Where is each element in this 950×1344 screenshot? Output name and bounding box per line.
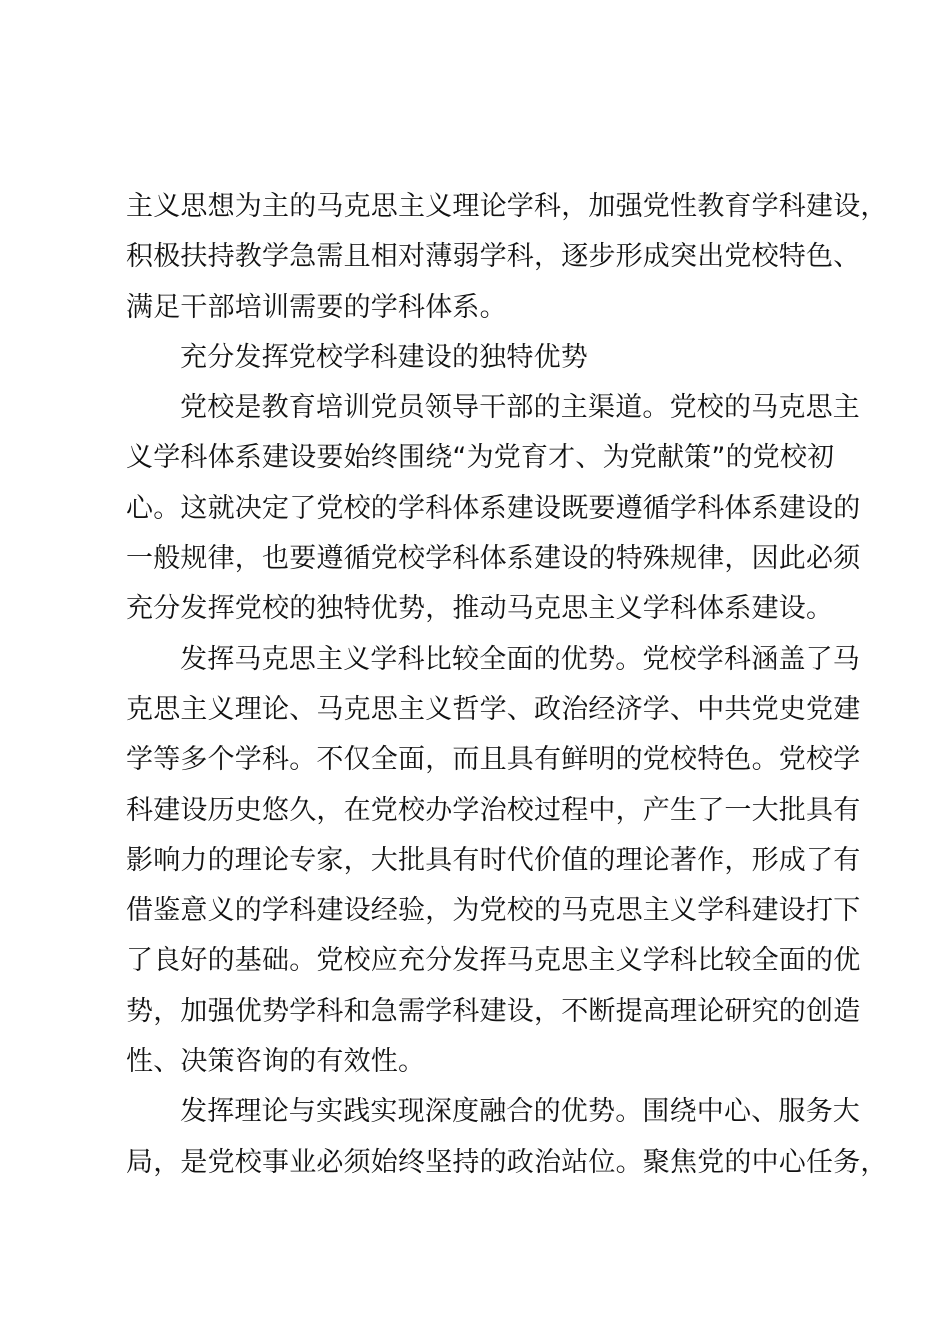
text-line: 学等多个学科。不仅全面，而且具有鲜明的党校特色。党校学 [126, 744, 861, 776]
text-line: 义学科体系建设要始终围绕“为党育才、为党献策”的党校初 [126, 442, 835, 474]
document-body [126, 182, 888, 1188]
text-line: 势，加强优势学科和急需学科建设，不断提高理论研究的创造 [126, 995, 861, 1027]
text-line: 积极扶持教学急需且相对薄弱学科，逐步形成突出党校特色、 [126, 241, 861, 273]
text-line: 党校是教育培训党员领导干部的主渠道。党校的马克思主 [180, 392, 860, 424]
text-line: 了良好的基础。党校应充分发挥马克思主义学科比较全面的优 [126, 945, 861, 977]
text-line: 主义思想为主的马克思主义理论学科，加强党性教育学科建设， [126, 191, 888, 222]
text-line: 心。这就决定了党校的学科体系建设既要遵循学科体系建设的 [126, 492, 861, 524]
text-line: 科建设历史悠久，在党校办学治校过程中，产生了一大批具有 [126, 794, 861, 826]
text-line: 局，是党校事业必须始终坚持的政治站位。聚焦党的中心任务， [126, 1146, 888, 1178]
text-line: 克思主义理论、马克思主义哲学、政治经济学、中共党史党建 [126, 693, 861, 725]
text-line: 性、决策咨询的有效性。 [126, 1046, 426, 1078]
text-line: 借鉴意义的学科建设经验，为党校的马克思主义学科建设打下 [126, 895, 861, 927]
text-line: 充分发挥党校的独特优势，推动马克思主义学科体系建设。 [126, 593, 834, 625]
text-line: 发挥马克思主义学科比较全面的优势。党校学科涵盖了马 [180, 643, 860, 675]
text-line: 满足干部培训需要的学科体系。 [126, 291, 507, 323]
text-line: 一般规律，也要遵循党校学科体系建设的特殊规律，因此必须 [126, 543, 861, 575]
text-line: 发挥理论与实践实现深度融合的优势。围绕中心、服务大 [180, 1096, 860, 1128]
section-heading: 充分发挥党校学科建设的独特优势 [180, 341, 588, 373]
text-line: 影响力的理论专家，大批具有时代价值的理论著作，形成了有 [126, 844, 861, 876]
